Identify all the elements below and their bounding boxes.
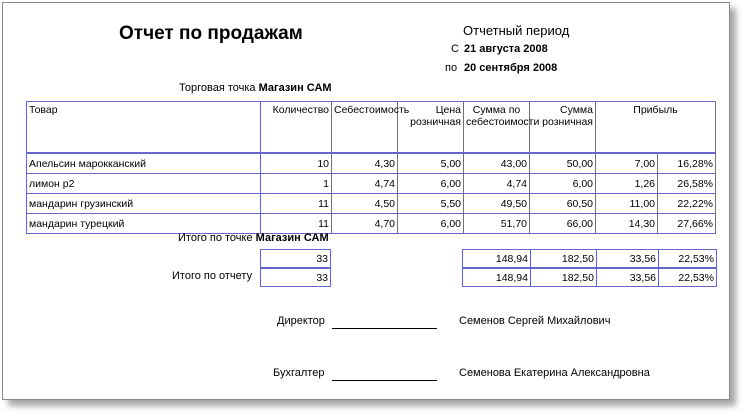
cell-sum-cost: 4,74 — [464, 174, 530, 194]
director-name: Семенов Сергей Михайлович — [459, 315, 611, 327]
cell-qty: 10 — [261, 154, 332, 174]
sales-table — [26, 101, 716, 234]
table-row — [27, 174, 716, 194]
cell-cost: 4,70 — [332, 214, 398, 234]
cell-profit-pct: 22,22% — [658, 194, 716, 214]
cell-sum-retail: 50,00 — [530, 154, 596, 174]
shop-total-qty-box — [260, 249, 331, 268]
shop-total-sum-retail: 182,50 — [531, 250, 597, 268]
period-title: Отчетный период — [463, 23, 570, 38]
header-product: Товар — [27, 102, 261, 153]
cell-qty: 11 — [261, 194, 332, 214]
director-signature-line — [332, 328, 437, 329]
header-qty: Количество — [261, 102, 332, 153]
shop-total-label — [178, 232, 329, 244]
shop-total-sums-box — [462, 249, 717, 268]
cell-sum-cost: 51,70 — [464, 214, 530, 234]
cell-profit-pct: 16,28% — [658, 154, 716, 174]
report-total-label: Итого по отчету — [172, 270, 253, 282]
header-profit: Прибыль — [596, 102, 716, 153]
shop-label — [179, 82, 332, 94]
shop-total-name: Магазин САМ — [255, 232, 329, 244]
shop-total-profit-pct: 22,53% — [659, 250, 717, 268]
shop-total-sum-cost: 148,94 — [463, 250, 531, 268]
cell-price: 6,00 — [398, 214, 464, 234]
report-total-qty-box — [260, 268, 331, 287]
cell-cost: 4,50 — [332, 194, 398, 214]
header-cost: Себестоимость — [332, 102, 398, 153]
accountant-signature-line — [332, 380, 437, 381]
cell-sum-cost: 49,50 — [464, 194, 530, 214]
report-sheet — [2, 2, 730, 400]
cell-price: 6,00 — [398, 174, 464, 194]
cell-product: мандарин грузинский — [27, 194, 261, 214]
period-from-label: С — [451, 43, 459, 55]
cell-profit-pct: 27,66% — [658, 214, 716, 234]
shop-name: Магазин САМ — [258, 82, 332, 94]
accountant-name: Семенова Екатерина Александровна — [459, 367, 650, 379]
shop-total-profit: 33,56 — [597, 250, 659, 268]
cell-profit: 7,00 — [596, 154, 658, 174]
header-price: Цена розничная — [398, 102, 464, 153]
table-row — [27, 214, 716, 234]
report-total-sum-retail: 182,50 — [531, 269, 597, 287]
report-title: Отчет по продажам — [119, 23, 303, 44]
cell-profit: 11,00 — [596, 194, 658, 214]
shop-total-qty: 33 — [261, 250, 331, 268]
header-sum-retail: Сумма розничная — [530, 102, 596, 153]
cell-cost: 4,74 — [332, 174, 398, 194]
cell-sum-retail: 66,00 — [530, 214, 596, 234]
cell-profit-pct: 26,58% — [658, 174, 716, 194]
director-label: Директор — [277, 315, 325, 327]
period-to-date: 20 сентября 2008 — [464, 62, 558, 74]
cell-price: 5,50 — [398, 194, 464, 214]
cell-profit: 14,30 — [596, 214, 658, 234]
cell-qty: 1 — [261, 174, 332, 194]
cell-price: 5,00 — [398, 154, 464, 174]
cell-sum-retail: 6,00 — [530, 174, 596, 194]
report-total-qty: 33 — [261, 269, 331, 287]
table-row — [27, 154, 716, 174]
cell-product: Апельсин марокканский — [27, 154, 261, 174]
report-total-sum-cost: 148,94 — [463, 269, 531, 287]
report-total-profit-pct: 22,53% — [659, 269, 717, 287]
shop-total-label-text: Итого по точке — [178, 232, 253, 244]
period-to-label: по — [445, 62, 458, 74]
cell-sum-retail: 60,50 — [530, 194, 596, 214]
period-from-date: 21 августа 2008 — [464, 43, 548, 55]
table-row — [27, 194, 716, 214]
cell-sum-cost: 43,00 — [464, 154, 530, 174]
table-header-row — [27, 102, 716, 153]
cell-product: лимон р2 — [27, 174, 261, 194]
cell-qty: 11 — [261, 214, 332, 234]
shop-label-text: Торговая точка — [179, 82, 256, 94]
cell-cost: 4,30 — [332, 154, 398, 174]
cell-profit: 1,26 — [596, 174, 658, 194]
header-sum-cost: Сумма по себестоимости — [464, 102, 530, 153]
cell-product: мандарин турецкий — [27, 214, 261, 234]
accountant-label: Бухгалтер — [273, 367, 325, 379]
report-total-profit: 33,56 — [597, 269, 659, 287]
report-total-sums-box — [462, 268, 717, 287]
